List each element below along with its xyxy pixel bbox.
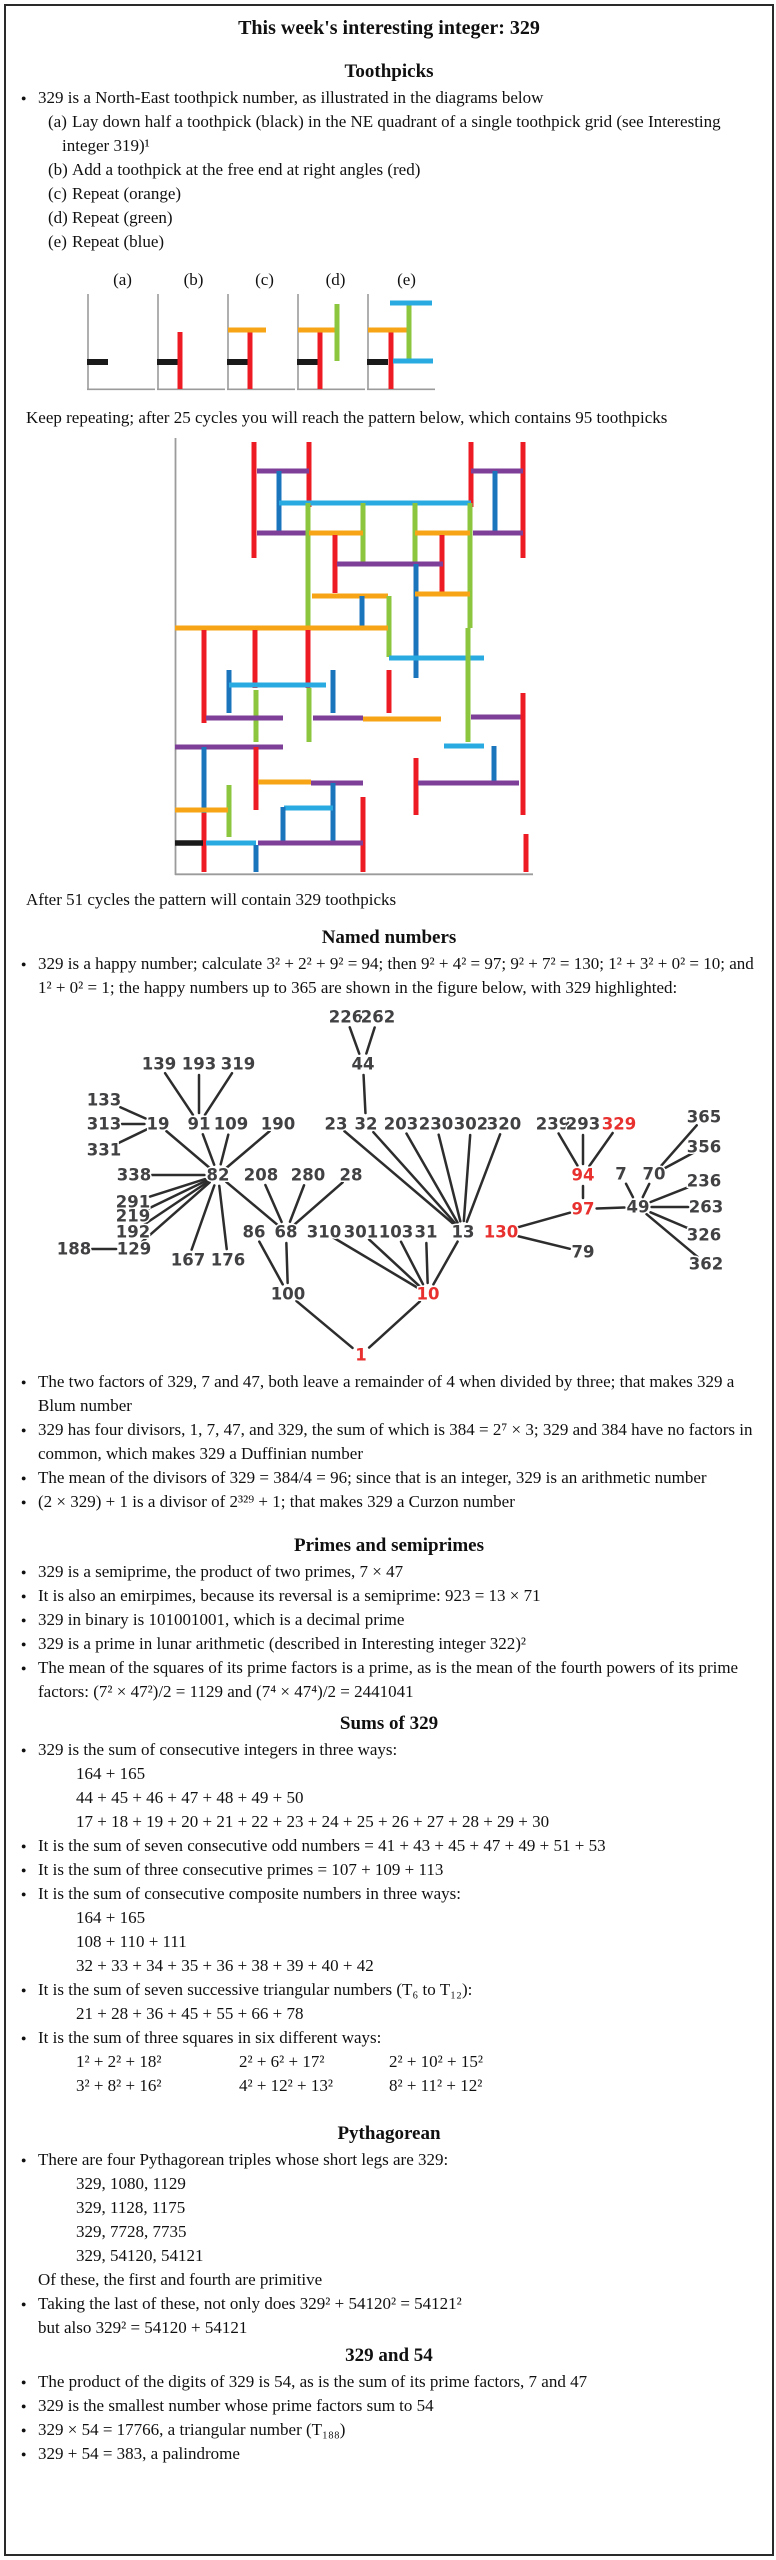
sum-line: 21 + 28 + 36 + 45 + 55 + 66 + 78 xyxy=(76,2004,304,2023)
bullet-text: ● There are four Pythagorean triples whose short legs are 329: xyxy=(38,2150,449,2169)
bullet-blum-number: ● The two factors of 329, 7 and 47, both leave a remainder of 4 when divided by three; that makes 329 a Blum number xyxy=(20,1370,758,1418)
svg-text:331: 331 xyxy=(86,1140,122,1160)
bullet-consecutive-integers xyxy=(20,1738,758,1834)
sum-line: 17 + 18 + 19 + 20 + 21 + 22 + 23 + 24 + 25 + 26 + 27 + 28 + 29 + 30 xyxy=(76,1812,550,1831)
bullet-duffinian-number: ● 329 has four divisors, 1, 7, 47, and 329, the sum of which is 384 = 2⁷ × 3; 329 and 384 have no factors in common, which makes 329 a Duffinian number xyxy=(20,1418,758,1466)
bullet-consecutive-odd: ● It is the sum of seven consecutive odd numbers = 41 + 43 + 45 + 47 + 49 + 51 + 53 xyxy=(20,1834,758,1858)
svg-text:236: 236 xyxy=(686,1171,722,1191)
squares-cell: 4² + 12² + 13² xyxy=(239,2076,333,2095)
bullet-text: ● It is the sum of seven successive triangular numbers (T₆ to T₁₂): xyxy=(38,1980,473,1999)
toothpick-step-diagram-e xyxy=(367,294,437,394)
svg-text:293: 293 xyxy=(565,1114,601,1134)
step-a xyxy=(34,110,734,158)
svg-text:82: 82 xyxy=(206,1165,230,1185)
squares-cell: 2² + 6² + 17² xyxy=(239,2052,325,2071)
svg-text:139: 139 xyxy=(141,1054,177,1074)
svg-text:31: 31 xyxy=(414,1222,438,1242)
squares-grid xyxy=(76,2050,758,2098)
mini-diagrams-row xyxy=(87,294,758,394)
section-heading-toothpicks: Toothpicks xyxy=(344,61,434,82)
bullet-last-triple xyxy=(20,2292,758,2340)
toothpick-pattern-figure xyxy=(174,438,569,880)
bullet-triangular-numbers xyxy=(20,1978,758,2026)
svg-text:32: 32 xyxy=(354,1114,378,1134)
svg-text:239: 239 xyxy=(535,1114,571,1134)
toothpick-step-diagram-d xyxy=(297,294,367,394)
mini-diagram-labels xyxy=(87,268,758,292)
section-heading-named-numbers: Named numbers xyxy=(321,927,457,948)
svg-text:133: 133 xyxy=(86,1090,122,1110)
svg-text:130: 130 xyxy=(483,1222,519,1242)
sums-bullets xyxy=(20,1738,758,2098)
bullet-text-line2: but also 329² = 54120 + 54121 xyxy=(38,2318,248,2337)
bullet-emirpimes: ● It is also an emirpimes, because its reversal is a semiprime: 923 = 13 × 71 xyxy=(20,1584,758,1608)
triple-line: 329, 1128, 1175 xyxy=(76,2198,186,2217)
section-heading-primes: Primes and semiprimes xyxy=(294,1535,484,1556)
svg-text:44: 44 xyxy=(351,1054,375,1074)
section-heading-sums: Sums of 329 xyxy=(339,1713,439,1734)
sum-line: 44 + 45 + 46 + 47 + 48 + 49 + 50 xyxy=(76,1788,304,1807)
squares-cell: 8² + 11² + 12² xyxy=(389,2076,483,2095)
mini-label-e: (e) xyxy=(397,270,416,289)
bullet-text: ● It is the sum of three squares in six different ways: xyxy=(38,2028,382,2047)
svg-text:68: 68 xyxy=(274,1222,298,1242)
toothpick-step-diagram-a xyxy=(87,294,157,394)
bullet-northeast-toothpick: ● 329 is a North-East toothpick number, as illustrated in the diagrams below xyxy=(20,86,758,110)
step-d-text: Repeat (green) xyxy=(72,208,173,227)
step-c-text: Repeat (orange) xyxy=(72,184,182,203)
bullet-consecutive-composites xyxy=(20,1882,758,1978)
svg-text:356: 356 xyxy=(686,1137,722,1157)
squares-cell: 1² + 2² + 18² xyxy=(76,2052,162,2071)
step-c xyxy=(34,182,734,206)
svg-text:190: 190 xyxy=(260,1114,296,1134)
svg-text:280: 280 xyxy=(290,1165,326,1185)
step-b-label: (b) xyxy=(48,160,68,179)
bullet-curzon-number: ● (2 × 329) + 1 is a divisor of 2³²⁹ + 1; that makes 329 a Curzon number xyxy=(20,1490,758,1514)
svg-text:49: 49 xyxy=(626,1197,650,1217)
pythagorean-bullets xyxy=(20,2148,758,2340)
triple-line: 329, 54120, 54121 xyxy=(76,2246,204,2265)
sum-line: 164 + 165 xyxy=(76,1764,146,1783)
svg-text:329: 329 xyxy=(601,1114,637,1134)
sum-line: 32 + 33 + 34 + 35 + 36 + 38 + 39 + 40 + 42 xyxy=(76,1956,374,1975)
mini-label-a: (a) xyxy=(113,270,132,289)
svg-text:320: 320 xyxy=(486,1114,522,1134)
svg-text:103: 103 xyxy=(378,1222,414,1242)
step-a-label: (a) xyxy=(48,112,67,131)
step-c-label: (c) xyxy=(48,184,67,203)
svg-text:226: 226 xyxy=(328,1007,364,1027)
step-b xyxy=(34,158,734,182)
bullet-digit-product: ● The product of the digits of 329 is 54, as is the sum of its prime factors, 7 and 47 xyxy=(20,2370,758,2394)
svg-text:291: 291 xyxy=(115,1192,151,1212)
bullet-smallest-number: ● 329 is the smallest number whose prime factors sum to 54 xyxy=(20,2394,758,2418)
bullet-consecutive-primes: ● It is the sum of three consecutive primes = 107 + 109 + 113 xyxy=(20,1858,758,1882)
toothpick-step-diagram-b xyxy=(157,294,227,394)
svg-text:7: 7 xyxy=(615,1164,627,1184)
svg-text:70: 70 xyxy=(642,1164,666,1184)
step-d xyxy=(34,206,734,230)
section-heading-pythagorean: Pythagorean xyxy=(337,2123,441,2144)
happy-numbers-tree-figure xyxy=(56,1004,736,1362)
svg-text:338: 338 xyxy=(116,1165,152,1185)
svg-text:167: 167 xyxy=(170,1250,206,1270)
document-page xyxy=(4,4,774,2556)
svg-text:188: 188 xyxy=(56,1239,92,1259)
svg-text:219: 219 xyxy=(115,1206,151,1226)
svg-text:319: 319 xyxy=(220,1054,256,1074)
svg-text:19: 19 xyxy=(146,1114,170,1134)
step-a-text: Lay down half a toothpick (black) in the NE quadrant of a single toothpick grid (see Interesting integer 319)¹ xyxy=(62,112,721,155)
svg-text:302: 302 xyxy=(453,1114,489,1134)
happy-number-bullet-list xyxy=(20,952,758,1000)
svg-text:86: 86 xyxy=(242,1222,266,1242)
329-and-54-bullets xyxy=(20,2370,758,2466)
svg-text:193: 193 xyxy=(181,1054,217,1074)
section-heading-329-and-54: 329 and 54 xyxy=(345,2345,433,2366)
svg-text:10: 10 xyxy=(416,1284,440,1304)
bullet-text: ● 329 is the sum of consecutive integers in three ways: xyxy=(38,1740,398,1759)
bullet-text: ● Taking the last of these, not only does 329² + 54120² = 54121² xyxy=(38,2294,462,2313)
after-51-cycles-text: After 51 cycles the pattern will contain 329 toothpicks xyxy=(26,890,397,909)
bullet-lunar-prime: ● 329 is a prime in lunar arithmetic (described in Interesting integer 322)² xyxy=(20,1632,758,1656)
mini-label-c: (c) xyxy=(255,270,274,289)
step-d-label: (d) xyxy=(48,208,68,227)
svg-text:1: 1 xyxy=(355,1345,367,1362)
mini-label-d: (d) xyxy=(325,270,346,289)
step-e-label: (e) xyxy=(48,232,67,251)
svg-text:203: 203 xyxy=(383,1114,419,1134)
svg-text:192: 192 xyxy=(115,1222,151,1242)
svg-text:176: 176 xyxy=(210,1250,246,1270)
svg-text:263: 263 xyxy=(688,1197,724,1217)
svg-text:313: 313 xyxy=(86,1114,122,1134)
svg-text:326: 326 xyxy=(686,1225,722,1245)
mini-label-b: (b) xyxy=(183,270,204,289)
svg-text:301: 301 xyxy=(343,1222,379,1242)
page-title: This week's interesting integer: 329 xyxy=(238,17,540,39)
bullet-palindrome-sum: ● 329 + 54 = 383, a palindrome xyxy=(20,2442,758,2466)
svg-text:365: 365 xyxy=(686,1107,722,1127)
primitive-note: Of these, the first and fourth are primitive xyxy=(38,2270,323,2289)
keep-repeating-text: Keep repeating; after 25 cycles you will reach the pattern below, which contains 95 toothpicks xyxy=(26,408,668,427)
bullet-triangular-product: ● 329 × 54 = 17766, a triangular number (T₁₈₈) xyxy=(20,2418,758,2442)
sum-line: 164 + 165 xyxy=(76,1908,146,1927)
svg-text:91: 91 xyxy=(187,1114,211,1134)
bullet-mean-squares: ● The mean of the squares of its prime factors is a prime, as is the mean of the fourth powers of its prime factors: (7² × 47²)/2 = 1129 and (7⁴ × 47⁴)/2 = 2441041 xyxy=(20,1656,758,1704)
named-numbers-bullets xyxy=(20,1370,758,1514)
triple-line: 329, 1080, 1129 xyxy=(76,2174,186,2193)
svg-text:100: 100 xyxy=(270,1284,306,1304)
svg-text:230: 230 xyxy=(418,1114,454,1134)
svg-text:109: 109 xyxy=(213,1114,249,1134)
primes-bullets xyxy=(20,1560,758,1704)
svg-text:94: 94 xyxy=(571,1165,595,1185)
svg-text:28: 28 xyxy=(339,1165,363,1185)
triple-line: 329, 7728, 7735 xyxy=(76,2222,187,2241)
bullet-arithmetic-number: ● The mean of the divisors of 329 = 384/4 = 96; since that is an integer, 329 is an arithmetic number xyxy=(20,1466,758,1490)
step-b-text: Add a toothpick at the free end at right angles (red) xyxy=(72,160,421,179)
squares-cell: 2² + 10² + 15² xyxy=(389,2052,483,2071)
toothpicks-bullets xyxy=(20,86,758,110)
svg-text:362: 362 xyxy=(688,1254,724,1274)
step-e-text: Repeat (blue) xyxy=(72,232,165,251)
step-e xyxy=(34,230,734,254)
squares-cell: 3² + 8² + 16² xyxy=(76,2076,162,2095)
sum-line: 108 + 110 + 111 xyxy=(76,1932,187,1951)
svg-text:129: 129 xyxy=(116,1239,152,1259)
svg-text:310: 310 xyxy=(306,1222,342,1242)
toothpick-step-diagram-c xyxy=(227,294,297,394)
bullet-binary: ● 329 in binary is 101001001, which is a decimal prime xyxy=(20,1608,758,1632)
bullet-text: ● It is the sum of consecutive composite numbers in three ways: xyxy=(38,1884,462,1903)
svg-text:13: 13 xyxy=(451,1222,475,1242)
bullet-three-squares xyxy=(20,2026,758,2098)
svg-text:79: 79 xyxy=(571,1242,595,1262)
svg-text:262: 262 xyxy=(360,1007,396,1027)
bullet-pythagorean-triples xyxy=(20,2148,758,2292)
bullet-semiprime: ● 329 is a semiprime, the product of two primes, 7 × 47 xyxy=(20,1560,758,1584)
bullet-happy-number: ● 329 is a happy number; calculate 3² + 2² + 9² = 94; then 9² + 4² = 97; 9² + 7² = 130; 1² + 3² + 0² = 10; and 1² + 0² = 1; the happy numbers up to 365 are shown in the figure below, with 329 highlighted: xyxy=(20,952,758,1000)
svg-text:97: 97 xyxy=(571,1199,595,1219)
svg-text:208: 208 xyxy=(243,1165,279,1185)
svg-text:23: 23 xyxy=(324,1114,348,1134)
